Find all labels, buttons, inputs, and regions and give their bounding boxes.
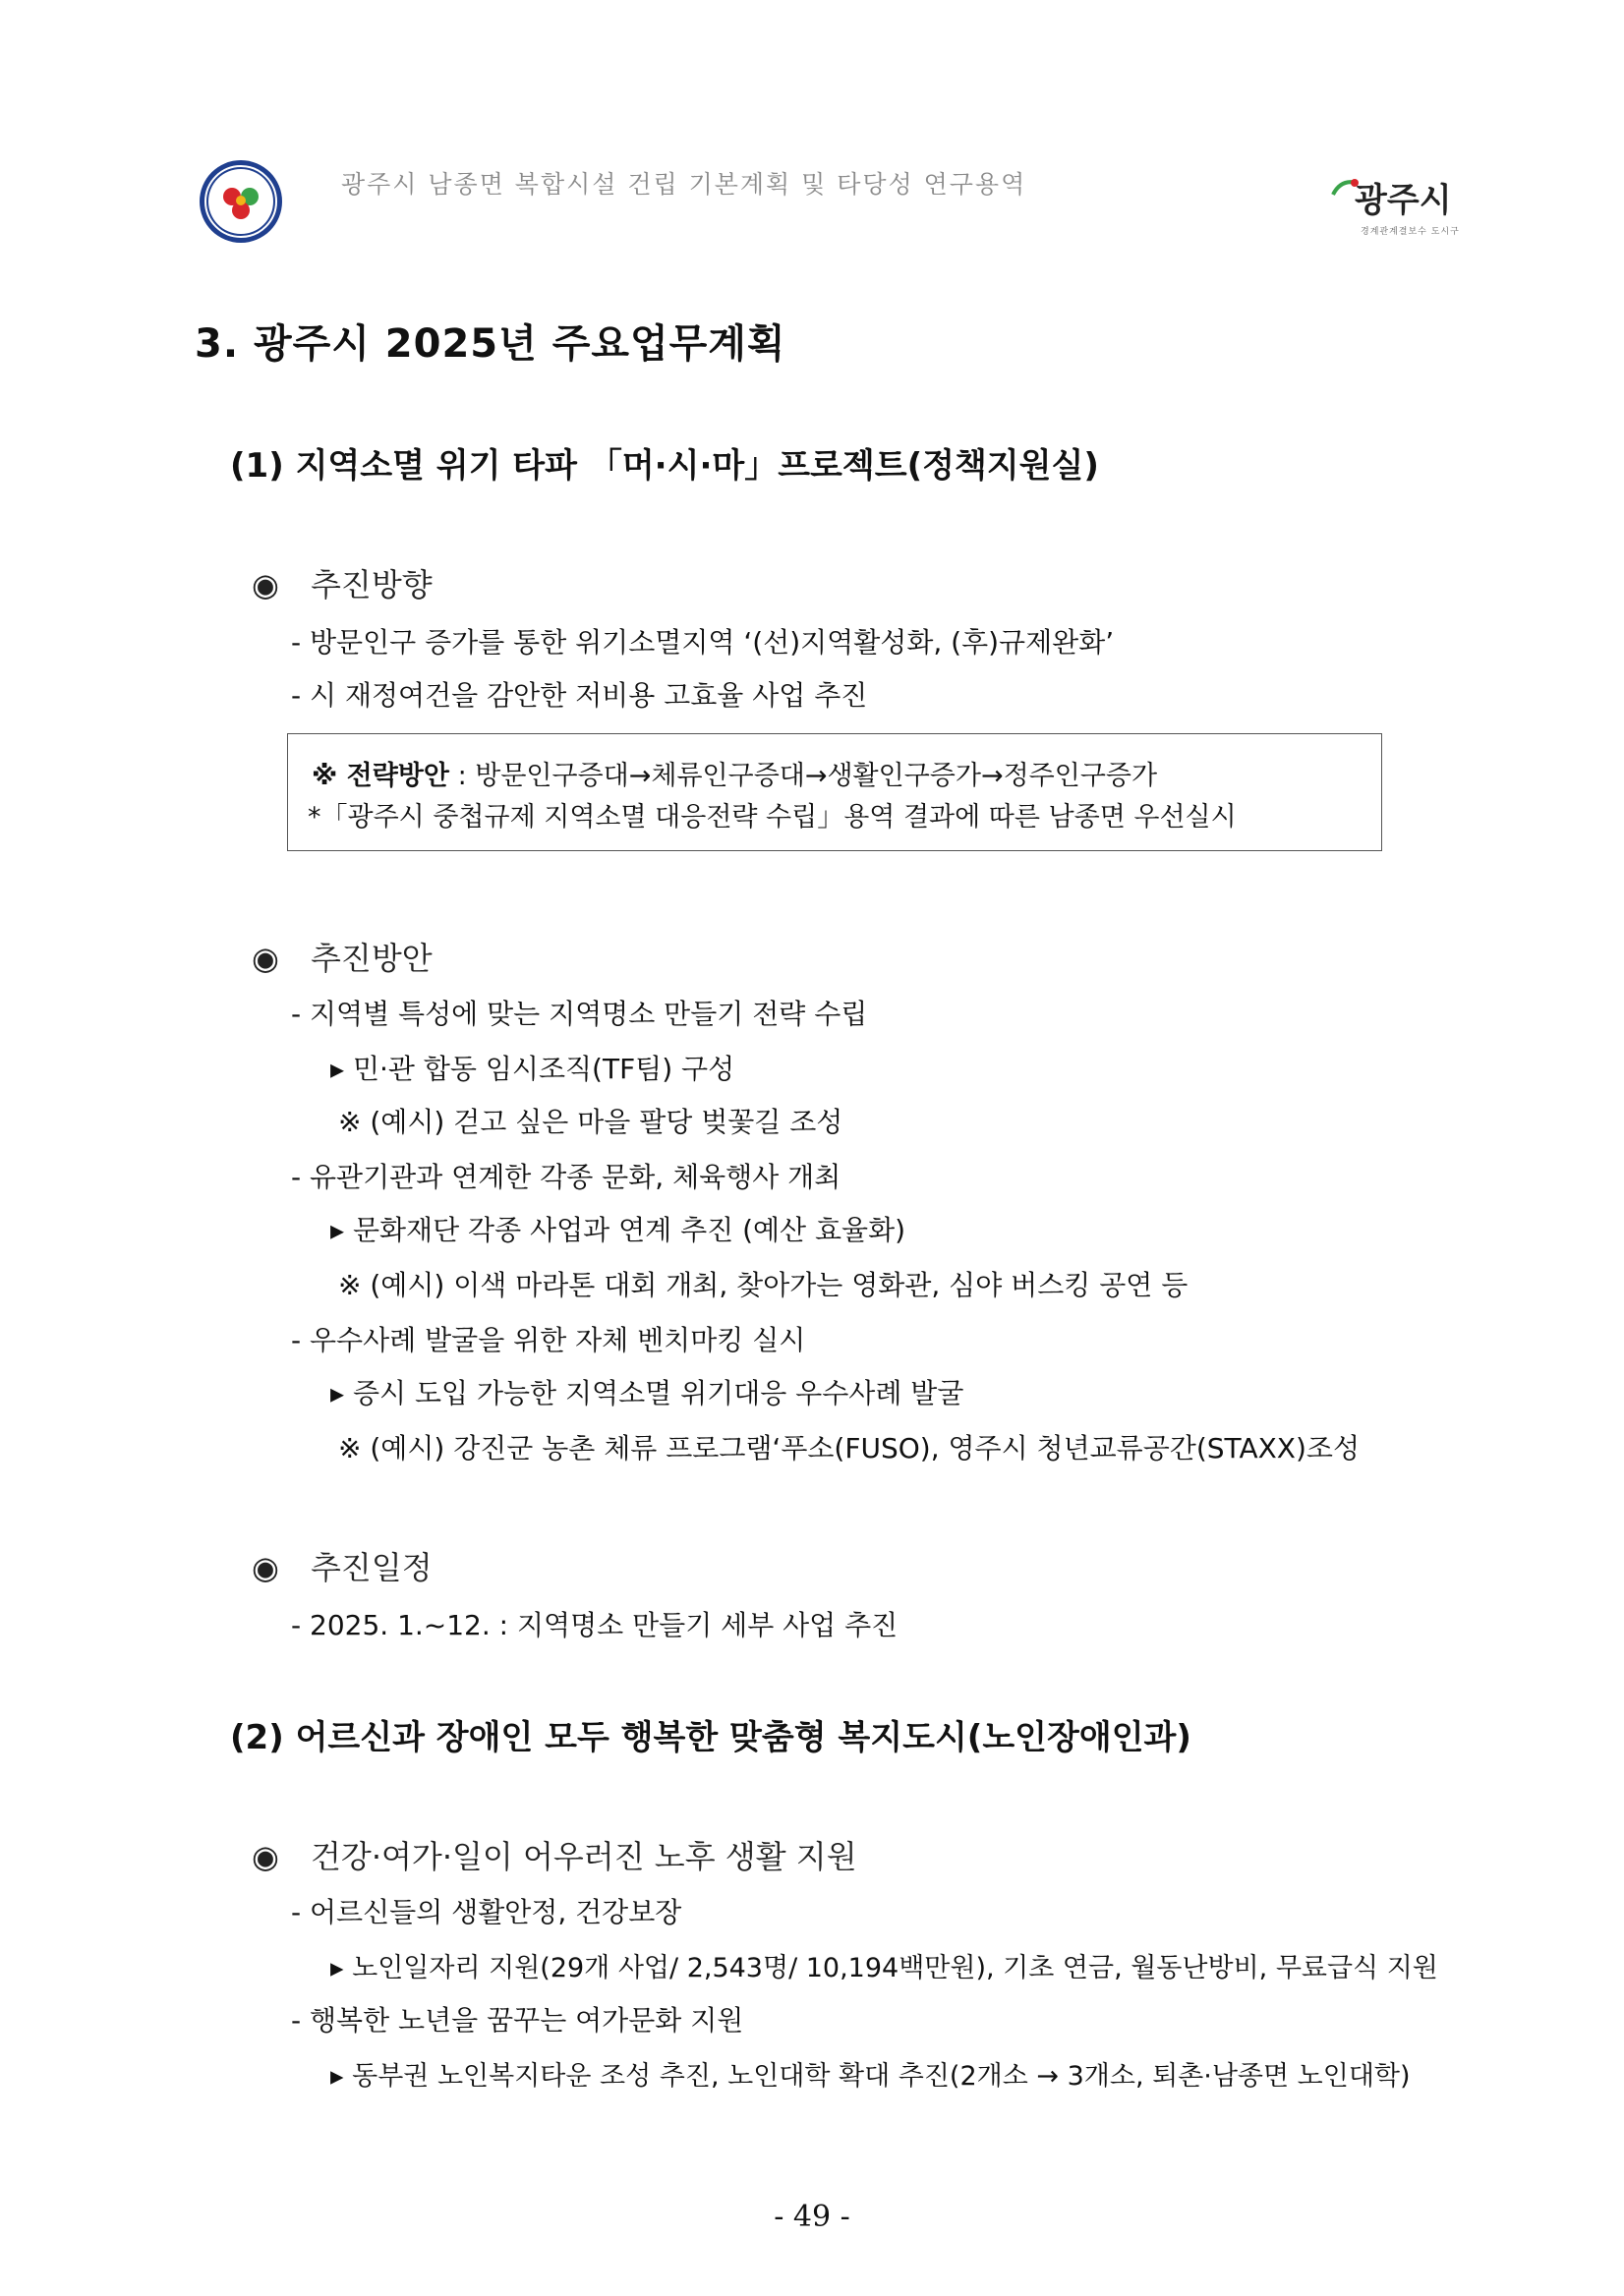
target-bullet-icon: ◉	[252, 1838, 279, 1875]
support-subitem: ▸ 노인일자리 지원(29개 사업/ 2,543명/ 10,194백만원), 기초 연금, 월동난방비, 무료급식 지원	[330, 1953, 1438, 1983]
plan-example: ※ (예시) 걷고 싶은 마을 팔당 벚꽃길 조성	[338, 1106, 843, 1138]
target-bullet-icon: ◉	[252, 1549, 279, 1586]
plan-heading	[252, 934, 433, 979]
plan-item: - 지역별 특성에 맞는 지역명소 만들기 전략 수립	[291, 998, 868, 1030]
plan-item: - 우수사례 발굴을 위한 자체 벤치마킹 실시	[291, 1324, 806, 1356]
plan-subitem: ▸ 문화재단 각종 사업과 연계 추진 (예산 효율화)	[330, 1214, 906, 1246]
schedule-label: 추진일정	[311, 1549, 433, 1586]
header-seal-logo	[197, 157, 285, 250]
support-subitem: ▸ 동부권 노인복지타운 조성 추진, 노인대학 확대 추진(2개소 → 3개소, 퇴촌·남종면 노인대학)	[330, 2061, 1411, 2092]
direction-item: - 시 재정여건을 감안한 저비용 고효율 사업 추진	[291, 679, 868, 712]
schedule-heading	[252, 1543, 433, 1588]
strategy-text: : 방문인구증대→체류인구증대→생활인구증가→정주인구증가	[448, 761, 1158, 791]
strategy-prefix: ※ 전략방안	[312, 761, 449, 791]
plan-example: ※ (예시) 강진군 농촌 체류 프로그램‘푸소(FUSO), 영주시 청년교류공간(STAXX)조성	[338, 1432, 1360, 1464]
strategy-box	[287, 733, 1382, 851]
subsection-1-title: (1) 지역소멸 위기 타파 「머·시·마」프로젝트(정책지원실)	[230, 446, 1099, 486]
section-title: 3. 광주시 2025년 주요업무계획	[195, 321, 786, 367]
plan-subitem: ▸ 민·관 합동 임시조직(TF팀) 구성	[330, 1053, 735, 1085]
plan-example: ※ (예시) 이색 마라톤 대회 개최, 찾아가는 영화관, 심야 버스킹 공연 등	[338, 1269, 1189, 1301]
direction-heading	[252, 560, 433, 605]
support-item: - 어르신들의 생활안정, 건강보장	[291, 1896, 682, 1928]
target-bullet-icon: ◉	[252, 566, 279, 603]
header-city-logo-subtext: 경계관계결보수 도시구	[1361, 227, 1460, 237]
plan-item: - 유관기관과 연계한 각종 문화, 체육행사 개최	[291, 1161, 841, 1193]
header-city-logo-text: 광주시	[1355, 181, 1452, 220]
strategy-line	[312, 754, 1157, 792]
plan-subitem: ▸ 증시 도입 가능한 지역소멸 위기대응 우수사례 발굴	[330, 1377, 964, 1409]
plan-label: 추진방안	[311, 940, 433, 977]
target-bullet-icon: ◉	[252, 940, 279, 977]
support-heading	[252, 1832, 857, 1877]
header-title: 광주시 남종면 복합시설 건립 기본계획 및 타당성 연구용역	[341, 170, 1027, 199]
direction-item: - 방문인구 증가를 통한 위기소멸지역 ‘(선)지역활성화, (후)규제완화’	[291, 626, 1115, 659]
direction-label: 추진방향	[311, 566, 433, 603]
strategy-note: *「광주시 중첩규제 지역소멸 대응전략 수립」용역 결과에 따른 남종면 우선실시	[308, 802, 1237, 832]
support-label: 건강·여가·일이 어우러진 노후 생활 지원	[311, 1838, 857, 1875]
page-number: - 49 -	[774, 2200, 850, 2234]
schedule-item: - 2025. 1.~12. : 지역명소 만들기 세부 사업 추진	[291, 1609, 899, 1641]
subsection-2-title: (2) 어르신과 장애인 모두 행복한 맞춤형 복지도시(노인장애인과)	[230, 1718, 1191, 1757]
support-item: - 행복한 노년을 꿈꾸는 여가문화 지원	[291, 2004, 744, 2037]
